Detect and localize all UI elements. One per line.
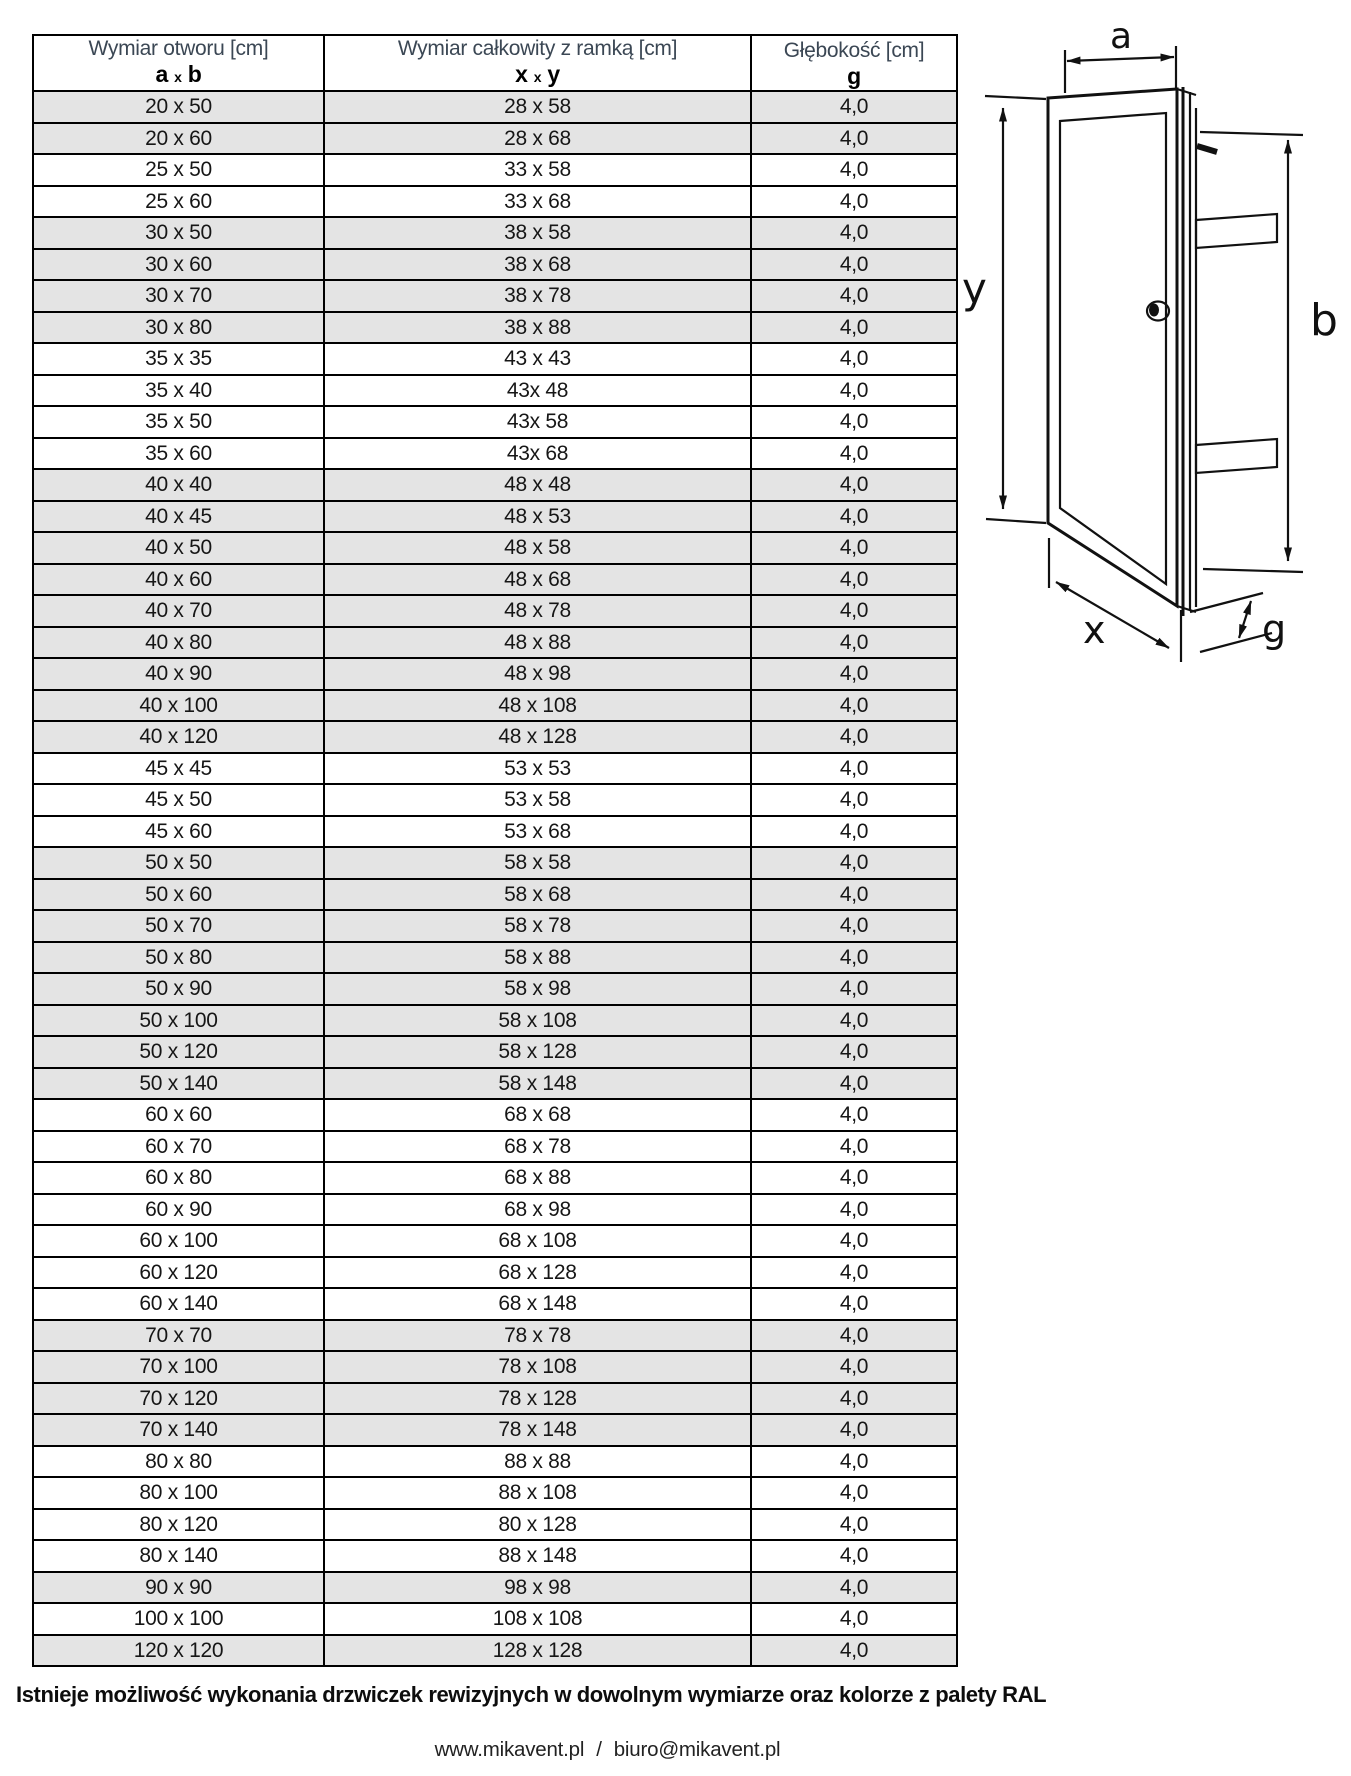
cell-ab: 80 x 80 bbox=[33, 1446, 324, 1478]
cell-g: 4,0 bbox=[751, 1099, 957, 1131]
cell-g: 4,0 bbox=[751, 816, 957, 848]
cell-xy: 43x 58 bbox=[324, 406, 751, 438]
footer-note: Istnieje możliwość wykonania drzwiczek rewizyjnych w dowolnym wymiarze oraz kolorze z palety RAL bbox=[16, 1682, 1047, 1707]
cell-g: 4,0 bbox=[751, 1005, 957, 1037]
cell-xy: 28 x 68 bbox=[324, 123, 751, 155]
cell-xy: 38 x 88 bbox=[324, 312, 751, 344]
cell-xy: 58 x 78 bbox=[324, 910, 751, 942]
cell-xy: 78 x 108 bbox=[324, 1351, 751, 1383]
cell-ab: 50 x 50 bbox=[33, 847, 324, 879]
cell-g: 4,0 bbox=[751, 123, 957, 155]
cell-ab: 35 x 35 bbox=[33, 343, 324, 375]
cell-xy: 38 x 78 bbox=[324, 280, 751, 312]
cell-xy: 53 x 68 bbox=[324, 816, 751, 848]
cell-xy: 78 x 148 bbox=[324, 1414, 751, 1446]
cell-ab: 50 x 100 bbox=[33, 1005, 324, 1037]
cell-xy: 58 x 148 bbox=[324, 1068, 751, 1100]
cell-ab: 70 x 70 bbox=[33, 1320, 324, 1352]
dim-label-b: b bbox=[1310, 295, 1338, 346]
cell-xy: 58 x 68 bbox=[324, 879, 751, 911]
cell-xy: 58 x 128 bbox=[324, 1036, 751, 1068]
cell-ab: 45 x 50 bbox=[33, 784, 324, 816]
cell-g: 4,0 bbox=[751, 1509, 957, 1541]
cell-g: 4,0 bbox=[751, 879, 957, 911]
cell-xy: 68 x 128 bbox=[324, 1257, 751, 1289]
cell-g: 4,0 bbox=[751, 973, 957, 1005]
cell-xy: 78 x 78 bbox=[324, 1320, 751, 1352]
contact-line bbox=[0, 1738, 1215, 1762]
cell-g: 4,0 bbox=[751, 1068, 957, 1100]
cell-ab: 25 x 60 bbox=[33, 186, 324, 218]
cell-xy: 68 x 108 bbox=[324, 1225, 751, 1257]
cell-xy: 48 x 98 bbox=[324, 658, 751, 690]
cell-g: 4,0 bbox=[751, 217, 957, 249]
cell-ab: 20 x 60 bbox=[33, 123, 324, 155]
cell-ab: 35 x 50 bbox=[33, 406, 324, 438]
cell-ab: 40 x 90 bbox=[33, 658, 324, 690]
cell-ab: 50 x 140 bbox=[33, 1068, 324, 1100]
latch-icon bbox=[1197, 146, 1217, 152]
cell-xy: 48 x 48 bbox=[324, 469, 751, 501]
cell-ab: 40 x 50 bbox=[33, 532, 324, 564]
dimension-x bbox=[1049, 538, 1181, 662]
cell-g: 4,0 bbox=[751, 312, 957, 344]
dimension-g bbox=[1190, 593, 1286, 652]
cell-ab: 80 x 140 bbox=[33, 1540, 324, 1572]
cell-ab: 50 x 90 bbox=[33, 973, 324, 1005]
col-header-opening-title: Wymiar otworu [cm] bbox=[88, 37, 269, 60]
cell-xy: 80 x 128 bbox=[324, 1509, 751, 1541]
cell-xy: 48 x 58 bbox=[324, 532, 751, 564]
cell-g: 4,0 bbox=[751, 690, 957, 722]
cell-g: 4,0 bbox=[751, 1414, 957, 1446]
cell-ab: 60 x 140 bbox=[33, 1288, 324, 1320]
cell-g: 4,0 bbox=[751, 438, 957, 470]
cell-ab: 50 x 80 bbox=[33, 942, 324, 974]
cell-g: 4,0 bbox=[751, 280, 957, 312]
cell-ab: 40 x 70 bbox=[33, 595, 324, 627]
cell-ab: 50 x 70 bbox=[33, 910, 324, 942]
cell-g: 4,0 bbox=[751, 501, 957, 533]
cell-g: 4,0 bbox=[751, 847, 957, 879]
cell-xy: 58 x 58 bbox=[324, 847, 751, 879]
cell-ab: 35 x 60 bbox=[33, 438, 324, 470]
cell-ab: 60 x 100 bbox=[33, 1225, 324, 1257]
cell-xy: 68 x 78 bbox=[324, 1131, 751, 1163]
cell-xy: 48 x 68 bbox=[324, 564, 751, 596]
dimension-y bbox=[962, 96, 1046, 523]
cell-g: 4,0 bbox=[751, 375, 957, 407]
cell-ab: 30 x 80 bbox=[33, 312, 324, 344]
dim-label-a: a bbox=[1110, 16, 1133, 57]
cell-g: 4,0 bbox=[751, 1383, 957, 1415]
website-link[interactable]: www.mikavent.pl bbox=[434, 1738, 585, 1761]
cell-xy: 48 x 53 bbox=[324, 501, 751, 533]
cell-ab: 90 x 90 bbox=[33, 1572, 324, 1604]
cell-ab: 20 x 50 bbox=[33, 91, 324, 123]
cell-g: 4,0 bbox=[751, 1446, 957, 1478]
cell-ab: 70 x 140 bbox=[33, 1414, 324, 1446]
dim-label-x: x bbox=[1083, 608, 1106, 652]
cell-xy: 68 x 98 bbox=[324, 1194, 751, 1226]
cell-ab: 120 x 120 bbox=[33, 1635, 324, 1667]
cell-xy: 48 x 78 bbox=[324, 595, 751, 627]
cell-ab: 50 x 120 bbox=[33, 1036, 324, 1068]
cell-xy: 78 x 128 bbox=[324, 1383, 751, 1415]
cell-g: 4,0 bbox=[751, 1036, 957, 1068]
col-header-depth-title: Głębokość [cm] bbox=[783, 38, 925, 62]
cell-g: 4,0 bbox=[751, 1225, 957, 1257]
cell-g: 4,0 bbox=[751, 1540, 957, 1572]
cell-xy: 48 x 128 bbox=[324, 721, 751, 753]
dim-label-g: g bbox=[1262, 607, 1287, 651]
cell-xy: 98 x 98 bbox=[324, 1572, 751, 1604]
cell-xy: 43x 68 bbox=[324, 438, 751, 470]
cell-g: 4,0 bbox=[751, 532, 957, 564]
cell-xy: 53 x 53 bbox=[324, 753, 751, 785]
cell-ab: 60 x 70 bbox=[33, 1131, 324, 1163]
cell-xy: 58 x 88 bbox=[324, 942, 751, 974]
cell-g: 4,0 bbox=[751, 343, 957, 375]
cell-xy: 68 x 88 bbox=[324, 1162, 751, 1194]
cell-xy: 48 x 108 bbox=[324, 690, 751, 722]
cell-ab: 70 x 100 bbox=[33, 1351, 324, 1383]
dimension-a bbox=[1065, 16, 1176, 93]
cell-xy: 88 x 88 bbox=[324, 1446, 751, 1478]
cell-ab: 45 x 45 bbox=[33, 753, 324, 785]
cell-g: 4,0 bbox=[751, 249, 957, 281]
cell-g: 4,0 bbox=[751, 721, 957, 753]
cell-g: 4,0 bbox=[751, 627, 957, 659]
cell-g: 4,0 bbox=[751, 1572, 957, 1604]
cell-ab: 40 x 100 bbox=[33, 690, 324, 722]
cell-ab: 30 x 70 bbox=[33, 280, 324, 312]
dim-label-y: y bbox=[962, 264, 987, 313]
contact-separator: / bbox=[596, 1738, 602, 1761]
cell-ab: 100 x 100 bbox=[33, 1603, 324, 1635]
cell-g: 4,0 bbox=[751, 1257, 957, 1289]
cell-g: 4,0 bbox=[751, 1288, 957, 1320]
cell-ab: 35 x 40 bbox=[33, 375, 324, 407]
cell-xy: 68 x 148 bbox=[324, 1288, 751, 1320]
cell-xy: 53 x 58 bbox=[324, 784, 751, 816]
col-header-total-sub: x x y bbox=[515, 61, 560, 87]
cell-ab: 40 x 45 bbox=[33, 501, 324, 533]
cell-xy: 88 x 108 bbox=[324, 1477, 751, 1509]
cell-ab: 60 x 120 bbox=[33, 1257, 324, 1289]
cell-g: 4,0 bbox=[751, 186, 957, 218]
cell-g: 4,0 bbox=[751, 1194, 957, 1226]
cell-xy: 48 x 88 bbox=[324, 627, 751, 659]
cell-g: 4,0 bbox=[751, 1351, 957, 1383]
cell-ab: 70 x 120 bbox=[33, 1383, 324, 1415]
cell-g: 4,0 bbox=[751, 910, 957, 942]
cell-xy: 43x 48 bbox=[324, 375, 751, 407]
cell-g: 4,0 bbox=[751, 784, 957, 816]
cell-ab: 80 x 120 bbox=[33, 1509, 324, 1541]
cell-g: 4,0 bbox=[751, 753, 957, 785]
cell-ab: 50 x 60 bbox=[33, 879, 324, 911]
cell-xy: 58 x 108 bbox=[324, 1005, 751, 1037]
cell-xy: 38 x 68 bbox=[324, 249, 751, 281]
cell-ab: 45 x 60 bbox=[33, 816, 324, 848]
cell-xy: 43 x 43 bbox=[324, 343, 751, 375]
cell-g: 4,0 bbox=[751, 564, 957, 596]
cell-ab: 80 x 100 bbox=[33, 1477, 324, 1509]
col-header-total-title: Wymiar całkowity z ramką [cm] bbox=[397, 37, 678, 60]
cell-ab: 60 x 90 bbox=[33, 1194, 324, 1226]
cell-g: 4,0 bbox=[751, 658, 957, 690]
col-header-opening-sub: a x b bbox=[155, 61, 202, 87]
cell-g: 4,0 bbox=[751, 154, 957, 186]
cell-xy: 108 x 108 bbox=[324, 1603, 751, 1635]
cell-g: 4,0 bbox=[751, 1635, 957, 1667]
cell-xy: 33 x 58 bbox=[324, 154, 751, 186]
cell-xy: 33 x 68 bbox=[324, 186, 751, 218]
cell-xy: 88 x 148 bbox=[324, 1540, 751, 1572]
door-3d-drawing bbox=[1048, 87, 1277, 616]
cell-g: 4,0 bbox=[751, 1603, 957, 1635]
cell-g: 4,0 bbox=[751, 1477, 957, 1509]
cell-g: 4,0 bbox=[751, 1131, 957, 1163]
cell-g: 4,0 bbox=[751, 1320, 957, 1352]
cell-ab: 60 x 60 bbox=[33, 1099, 324, 1131]
cell-ab: 25 x 50 bbox=[33, 154, 324, 186]
cell-ab: 40 x 60 bbox=[33, 564, 324, 596]
cell-g: 4,0 bbox=[751, 595, 957, 627]
cell-g: 4,0 bbox=[751, 469, 957, 501]
cell-xy: 58 x 98 bbox=[324, 973, 751, 1005]
cell-xy: 38 x 58 bbox=[324, 217, 751, 249]
cell-g: 4,0 bbox=[751, 1162, 957, 1194]
cell-xy: 68 x 68 bbox=[324, 1099, 751, 1131]
cell-ab: 40 x 120 bbox=[33, 721, 324, 753]
cell-g: 4,0 bbox=[751, 91, 957, 123]
cell-g: 4,0 bbox=[751, 942, 957, 974]
cell-ab: 30 x 50 bbox=[33, 217, 324, 249]
cell-g: 4,0 bbox=[751, 406, 957, 438]
email-link[interactable]: biuro@mikavent.pl bbox=[613, 1738, 781, 1761]
cell-xy: 128 x 128 bbox=[324, 1635, 751, 1667]
cell-ab: 30 x 60 bbox=[33, 249, 324, 281]
cell-xy: 28 x 58 bbox=[324, 91, 751, 123]
cell-ab: 60 x 80 bbox=[33, 1162, 324, 1194]
cell-ab: 40 x 40 bbox=[33, 469, 324, 501]
col-header-depth-sub: g bbox=[847, 62, 861, 89]
dimension-b bbox=[1200, 132, 1338, 572]
cell-ab: 40 x 80 bbox=[33, 627, 324, 659]
